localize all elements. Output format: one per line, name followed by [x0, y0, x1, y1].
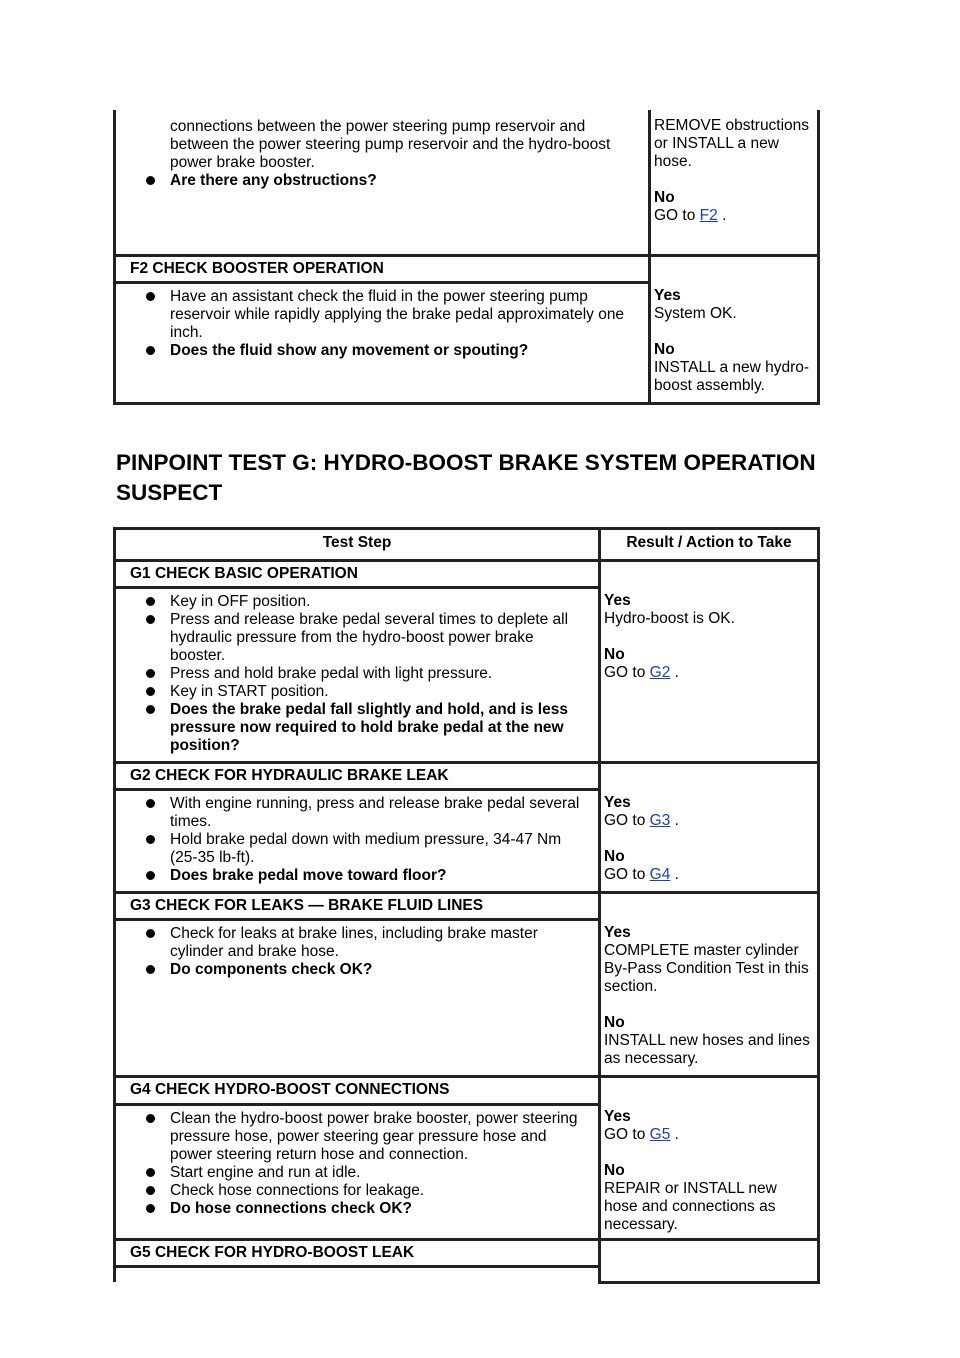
- col-test-step: Test Step: [115, 529, 600, 561]
- list-item: [142, 925, 590, 961]
- g3-no-label: No: [604, 1014, 625, 1031]
- g1-step-cell: [115, 588, 600, 763]
- bullet-icon: [146, 1186, 155, 1195]
- g3-link[interactable]: G3: [649, 812, 671, 829]
- bullet-icon: [146, 1168, 155, 1177]
- g1-step-1: Key in OFF position.: [170, 593, 311, 610]
- bullet-icon: [146, 835, 155, 844]
- list-item: [142, 593, 590, 611]
- bullet-icon: [146, 799, 155, 808]
- list-item: [142, 665, 590, 683]
- f1-tail-question-text: Are there any obstructions?: [170, 172, 377, 189]
- g4-header: G4 CHECK HYDRO-BOOST CONNECTIONS: [115, 1077, 600, 1105]
- table-header-row: [115, 529, 819, 561]
- g1-header-row: [115, 561, 819, 588]
- g2-question-text: Does brake pedal move toward floor?: [170, 867, 447, 884]
- g4-step-3: Check hose connections for leakage.: [170, 1181, 425, 1199]
- g1-no-label: No: [604, 646, 625, 663]
- g2-link[interactable]: G2: [649, 664, 671, 681]
- g4-link[interactable]: G4: [649, 866, 671, 883]
- f2-no-action: INSTALL a new hydro-boost assembly.: [654, 359, 810, 394]
- g1-question-text: Does the brake pedal fall slightly and hold, and is less pressure now required to hold brake pedal at the new position?: [170, 701, 568, 754]
- list-item: [142, 831, 590, 867]
- g2-question: [142, 867, 590, 885]
- f2-link[interactable]: F2: [699, 207, 718, 224]
- f1-tail-step-text: connections between the power steering pump reservoir and between the power steering pump reservoir and the hydro-boost power brake booster.: [170, 118, 611, 171]
- g2-no-prefix: GO to: [604, 866, 646, 883]
- g2-header-row: [115, 763, 819, 790]
- f1-result-cell: REMOVE obstructions or INSTALL a new hose. No GO to F2 .: [650, 110, 819, 256]
- g4-yes-prefix: GO to: [604, 1126, 646, 1143]
- continuation-table: [113, 110, 820, 405]
- f2-question: [142, 342, 640, 360]
- bullet-icon: [146, 965, 155, 974]
- list-item: [142, 1164, 590, 1182]
- f1-no-prefix: GO to: [654, 207, 696, 224]
- bullet-icon: [146, 597, 155, 606]
- g3-question: [142, 961, 590, 979]
- g4-no-action: REPAIR or INSTALL new hose and connections as necessary.: [604, 1180, 777, 1233]
- g2-header: G2 CHECK FOR HYDRAULIC BRAKE LEAK: [115, 763, 600, 790]
- bullet-icon: [146, 615, 155, 624]
- f2-step-text: Have an assistant check the fluid in the power steering pump reservoir while rapidly applying the brake pedal approximately one inch.: [170, 288, 625, 341]
- f1-tail-row: [115, 110, 819, 256]
- g5-result-cell: [600, 1240, 819, 1283]
- g4-yes-label: Yes: [604, 1108, 631, 1125]
- f2-yes-action: System OK.: [654, 305, 737, 322]
- g3-header-row: [115, 893, 819, 920]
- bullet-icon: [146, 346, 155, 355]
- g1-result-cell: Yes Hydro-boost is OK. No GO to G2 .: [600, 561, 819, 763]
- f2-question-text: Does the fluid show any movement or spouting?: [170, 342, 529, 359]
- g2-step-cell: [115, 790, 600, 893]
- f2-yes-label: Yes: [654, 287, 681, 304]
- g2-yes-prefix: GO to: [604, 812, 646, 829]
- bullet-icon: [146, 176, 155, 185]
- g3-step-cell: [115, 920, 600, 1077]
- f2-result-cell: [650, 256, 819, 404]
- f2-no-label: No: [654, 341, 675, 358]
- g2-step-1: With engine running, press and release brake pedal several times.: [170, 795, 580, 830]
- bullet-icon: [146, 929, 155, 938]
- f2-step-cell: [115, 283, 650, 404]
- g4-step-2: Start engine and run at idle.: [170, 1163, 361, 1181]
- list-item: [142, 1182, 590, 1200]
- f1-no-label: No: [654, 189, 675, 206]
- g1-yes-action: Hydro-boost is OK.: [604, 610, 735, 627]
- g4-question-text: Do hose connections check OK?: [170, 1199, 413, 1217]
- list-item: [142, 611, 590, 665]
- g1-yes-label: Yes: [604, 592, 631, 609]
- g2-result-cell: Yes GO to G3 . No GO to G4 .: [600, 763, 819, 893]
- g2-yes-label: Yes: [604, 794, 631, 811]
- g4-step-cell: [115, 1104, 600, 1239]
- bullet-icon: [146, 871, 155, 880]
- g3-result-cell: [600, 893, 819, 1077]
- g1-header: G1 CHECK BASIC OPERATION: [115, 561, 600, 588]
- col-result-action: Result / Action to Take: [600, 529, 819, 561]
- g2-no-label: No: [604, 848, 625, 865]
- bullet-icon: [146, 669, 155, 678]
- f2-header-row: [115, 256, 819, 283]
- f2-header: F2 CHECK BOOSTER OPERATION: [115, 256, 650, 283]
- g5-header-row: [115, 1240, 819, 1267]
- g1-step-4: Key in START position.: [170, 683, 329, 700]
- g3-question-text: Do components check OK?: [170, 961, 373, 978]
- bullet-icon: [146, 687, 155, 696]
- bullet-icon: [146, 292, 155, 301]
- g1-no-prefix: GO to: [604, 664, 646, 681]
- page-title: PINPOINT TEST G: HYDRO-BOOST BRAKE SYSTEM OPERATION SUSPECT: [116, 450, 816, 505]
- g4-header-row: [115, 1077, 819, 1105]
- g3-yes-label: Yes: [604, 924, 631, 941]
- g5-link[interactable]: G5: [649, 1126, 671, 1143]
- g2-step-2: Hold brake pedal down with medium pressure, 34-47 Nm (25-35 lb-ft).: [170, 831, 562, 866]
- f1-yes-action: REMOVE obstructions or INSTALL a new hose.: [654, 117, 810, 170]
- g3-yes-action: COMPLETE master cylinder By-Pass Condition Test in this section.: [604, 942, 809, 995]
- g3-header: G3 CHECK FOR LEAKS — BRAKE FLUID LINES: [115, 893, 600, 920]
- g1-step-2: Press and release brake pedal several times to deplete all hydraulic pressure from the hydro-boost power brake booster.: [170, 611, 569, 664]
- g5-header: G5 CHECK FOR HYDRO-BOOST LEAK: [115, 1240, 600, 1267]
- f1-tail-question: [142, 172, 640, 190]
- g3-step-1: Check for leaks at brake lines, including brake master cylinder and brake hose.: [170, 925, 538, 960]
- bullet-icon: [146, 1204, 155, 1213]
- list-item: [142, 795, 590, 831]
- g4-result-cell: Yes GO to G5 . No REPAIR or INSTALL new hose and connections as necessary.: [600, 1077, 819, 1240]
- list-item: [142, 1110, 590, 1164]
- g5-step-cell: [115, 1267, 600, 1283]
- g3-no-action: INSTALL new hoses and lines as necessary.: [604, 1032, 810, 1067]
- pinpoint-test-g-table: [113, 527, 820, 1284]
- f1-tail-step-cell: [115, 110, 650, 256]
- f2-step: [142, 288, 640, 342]
- bullet-icon: [146, 1114, 155, 1123]
- g1-question: [142, 701, 590, 755]
- g4-no-label: No: [604, 1162, 625, 1179]
- bullet-icon: [146, 705, 155, 714]
- g1-step-3: Press and hold brake pedal with light pressure.: [170, 665, 493, 682]
- g4-step-1: Clean the hydro-boost power brake booster, power steering pressure hose, power steering gear pressure hose and power steering return hose and connection.: [170, 1109, 578, 1163]
- g4-question: [142, 1200, 590, 1218]
- list-item: [142, 683, 590, 701]
